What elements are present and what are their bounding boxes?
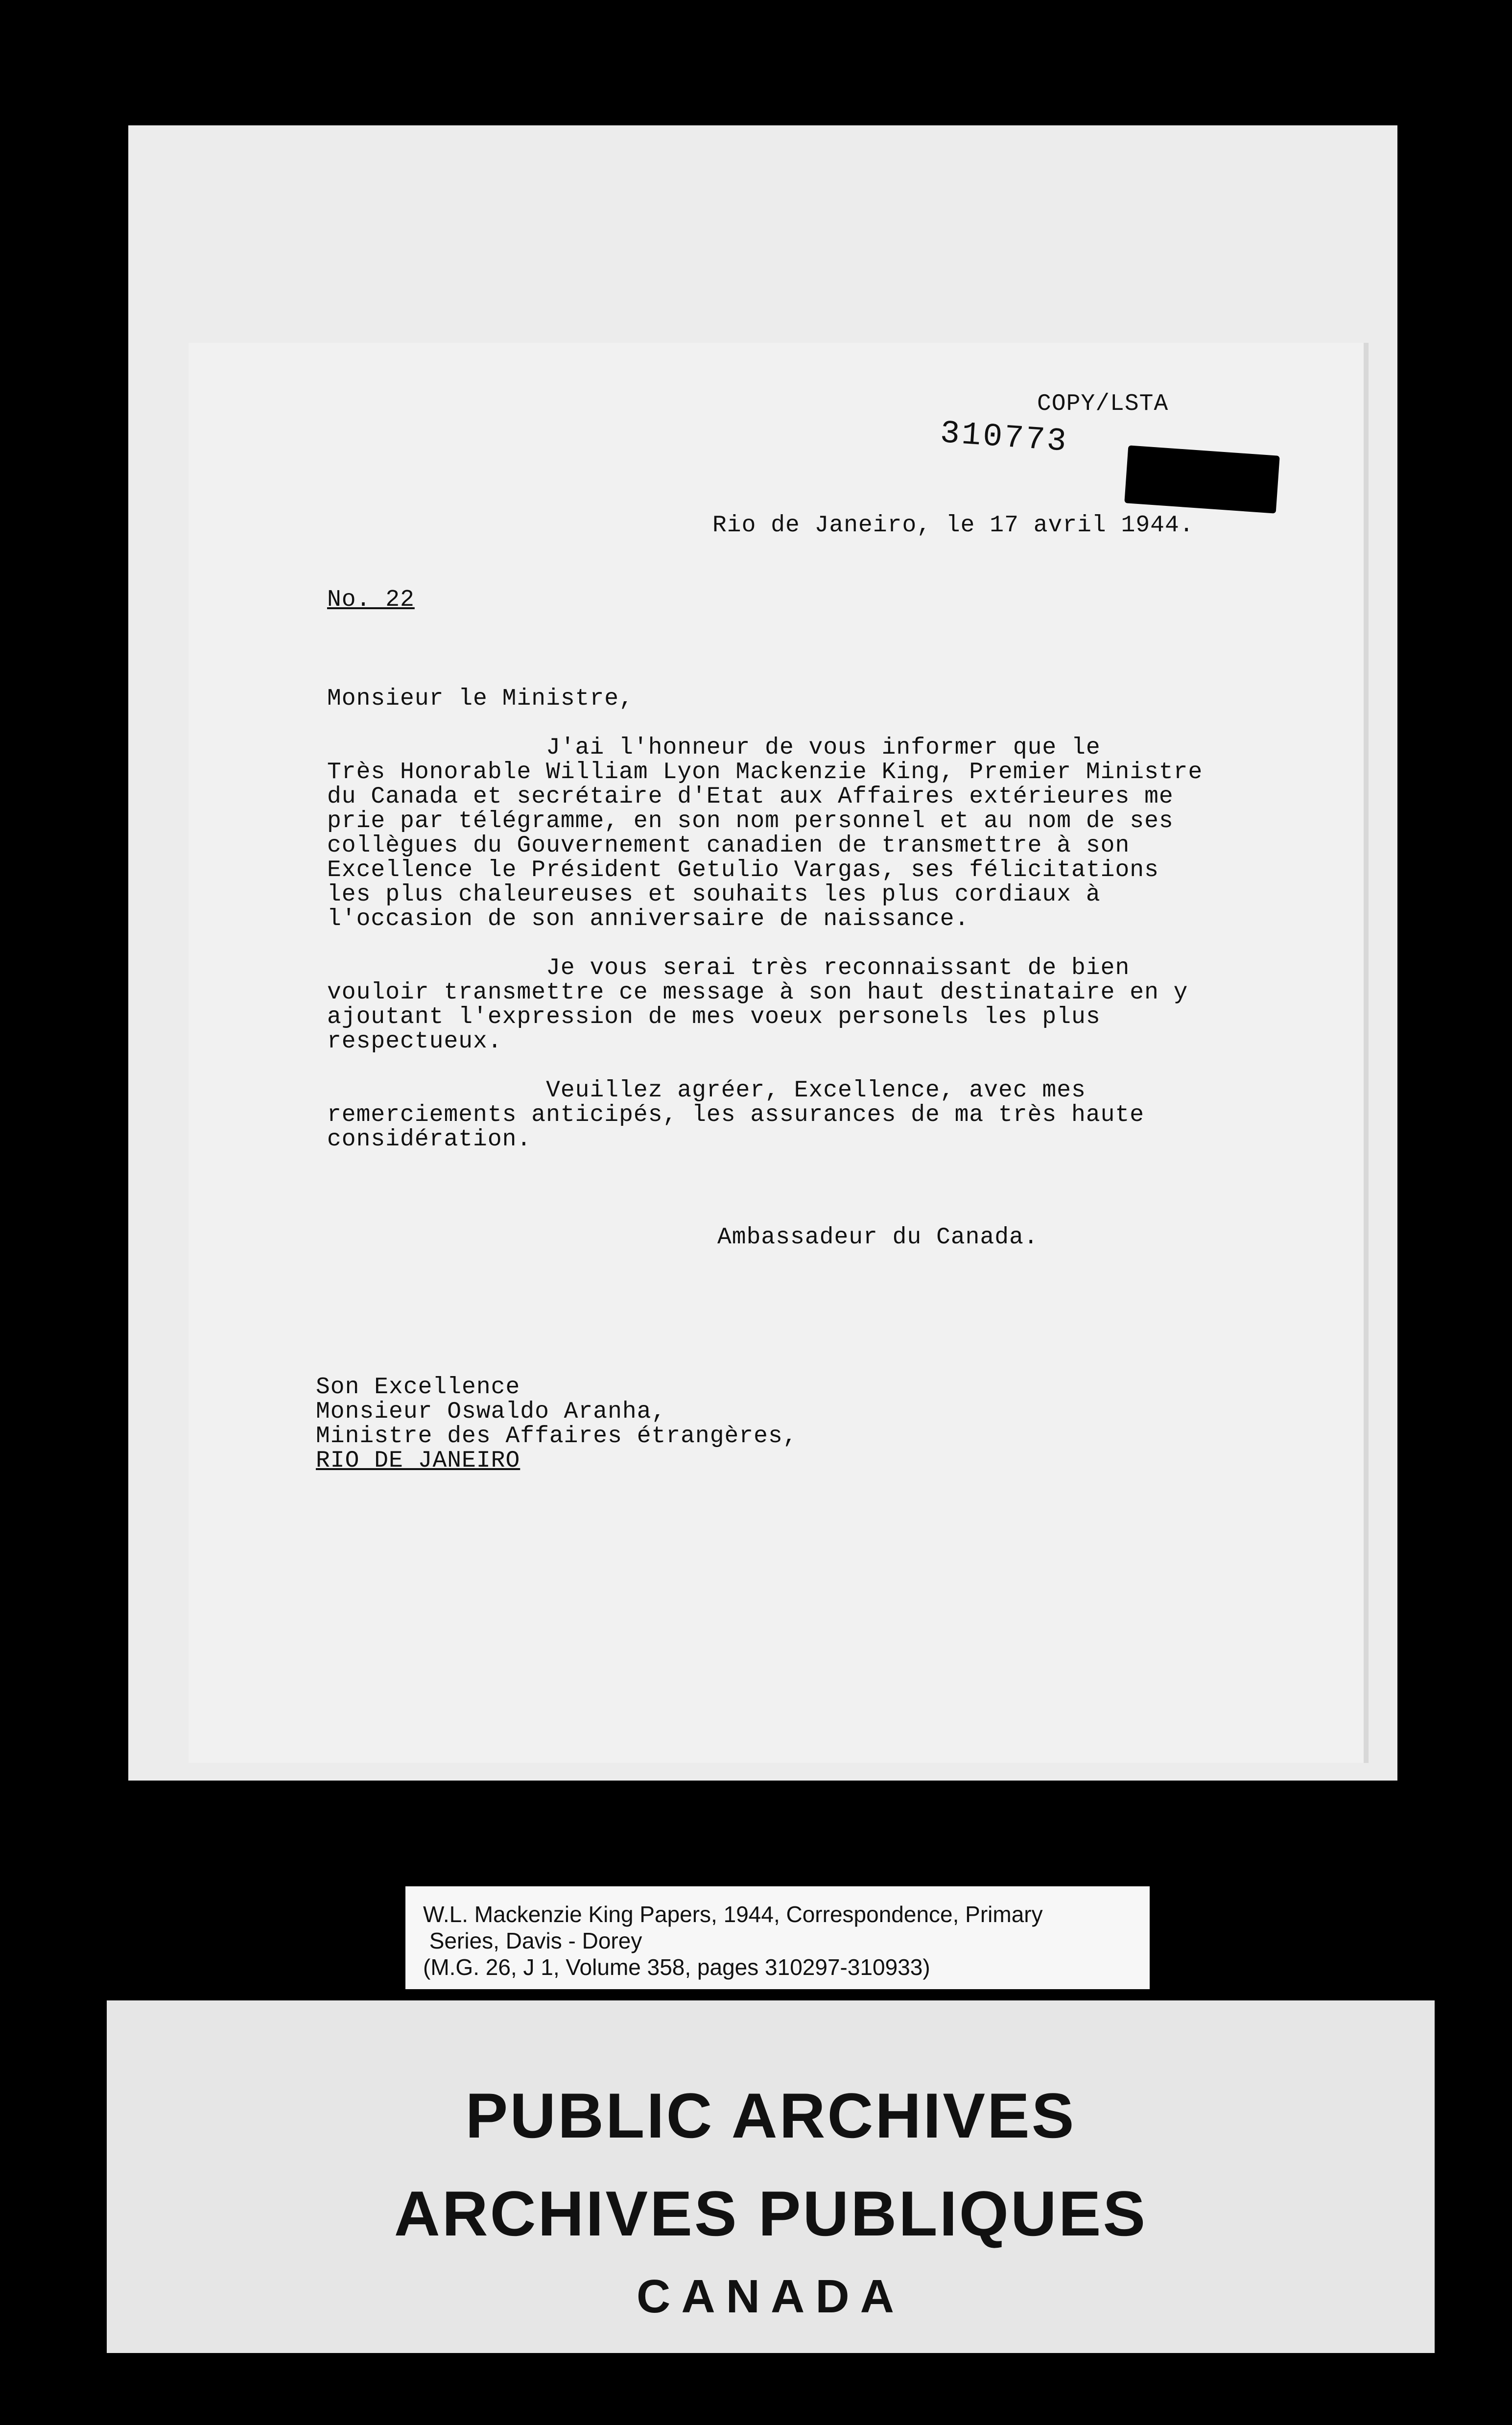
text-line: Excellence le Président Getulio Vargas, ses félicitations (327, 857, 1159, 883)
text-line: considération. (327, 1126, 532, 1153)
text-line: l'occasion de son anniversaire de naissance. (327, 906, 969, 932)
copy-mark: COPY/LSTA (1037, 391, 1169, 417)
banner-country: CANADA (637, 2270, 905, 2323)
archive-label-line: Series, Davis - Dorey (423, 1928, 642, 1953)
archive-label-line: (M.G. 26, J 1, Volume 358, pages 310297-310933) (423, 1954, 930, 1980)
recipient-line: Monsieur Oswaldo Aranha, (316, 1399, 666, 1425)
archive-label-line: W.L. Mackenzie King Papers, 1944, Correspondence, Primary (423, 1902, 1043, 1927)
redaction-mark (1124, 445, 1279, 513)
recipient-line: Ministre des Affaires étrangères, (316, 1423, 798, 1450)
text-line: J'ai l'honneur de vous informer que le (327, 735, 1101, 761)
archive-label (405, 1886, 1150, 1989)
signature-line: Ambassadeur du Canada. (717, 1224, 1039, 1251)
text-line: respectueux. (327, 1028, 502, 1055)
text-line: du Canada et secrétaire d'Etat aux Affaires extérieures me (327, 784, 1174, 810)
text-line: collègues du Gouvernement canadien de transmettre à son (327, 832, 1130, 859)
text-line: Veuillez agréer, Excellence, avec mes (327, 1077, 1086, 1104)
text-line: les plus chaleureuses et souhaits les plus cordiaux à (327, 881, 1101, 908)
recipient-line: Son Excellence (316, 1374, 520, 1401)
banner-title-en: PUBLIC ARCHIVES (465, 2080, 1076, 2151)
stamp-number: 310773 (939, 414, 1069, 461)
text-line: vouloir transmettre ce message à son haut destinataire en y (327, 979, 1188, 1006)
text-line: Je vous serai très reconnaissant de bien (327, 955, 1130, 981)
archives-banner (107, 2000, 1435, 2353)
banner-title-fr: ARCHIVES PUBLIQUES (394, 2178, 1148, 2249)
text-line: remerciements anticipés, les assurances de ma très haute (327, 1102, 1145, 1128)
reference-number: No. 22 (327, 587, 415, 613)
recipient-city: RIO DE JANEIRO (316, 1448, 520, 1474)
text-line: ajoutant l'expression de mes voeux personels les plus (327, 1004, 1101, 1030)
text-line: prie par télégramme, en son nom personnel et au nom de ses (327, 808, 1174, 834)
date-line: Rio de Janeiro, le 17 avril 1944. (712, 512, 1194, 539)
text-line: Très Honorable William Lyon Mackenzie King, Premier Ministre (327, 759, 1203, 785)
salutation: Monsieur le Ministre, (327, 686, 634, 712)
